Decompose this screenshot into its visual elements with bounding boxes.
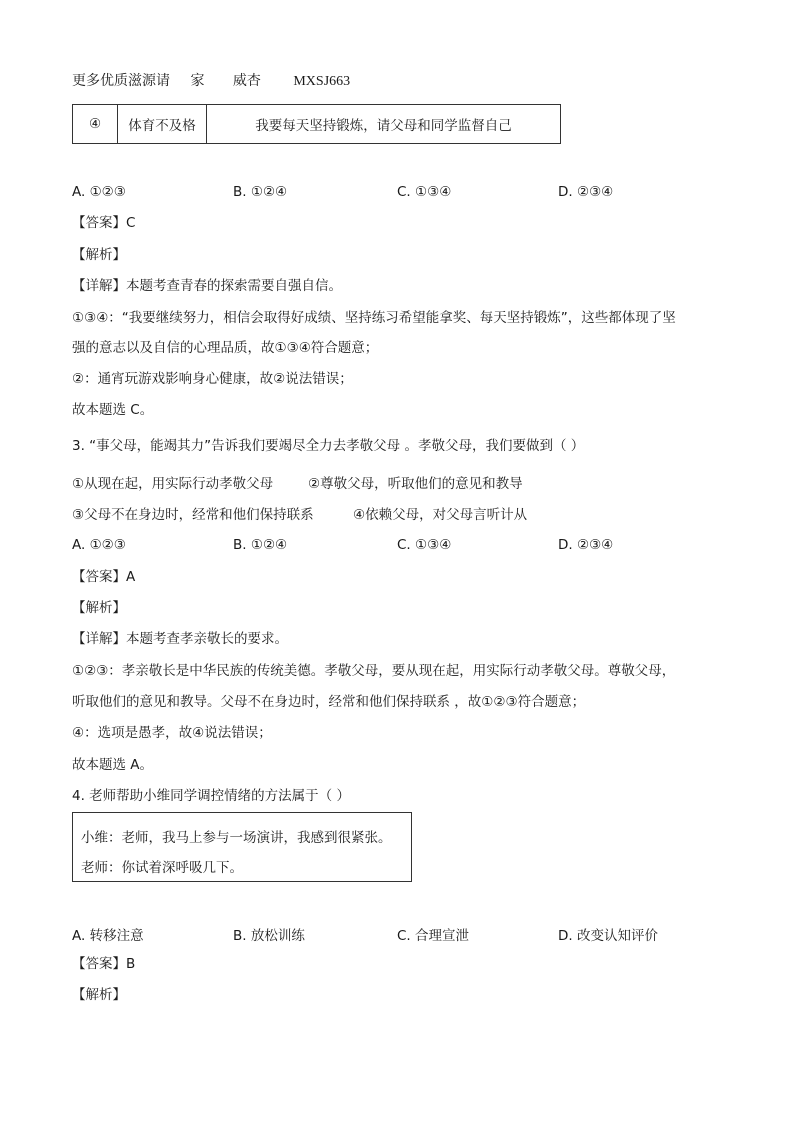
q3-paragraph-1a: ①②③：孝亲敬长是中华民族的传统美德。孝敬父母，要从现在起，用实际行动孝敬父母。尊敬父母， xyxy=(72,663,676,679)
q2-detail: 【详解】本题考查青春的探索需要自强自信。 xyxy=(72,278,342,294)
q2-option-c[interactable]: C. ①③④ xyxy=(397,184,452,200)
q3-statement-3: ③父母不在身边时，经常和他们保持联系 xyxy=(72,507,314,523)
q3-option-c[interactable]: C. ①③④ xyxy=(397,537,452,553)
dialogue-line-2: 老师：你试着深呼吸几下。 xyxy=(81,860,243,876)
table-cell-item: 体育不及格 xyxy=(118,105,207,144)
q4-analysis-label: 【解析】 xyxy=(72,987,126,1003)
q4-options xyxy=(72,924,712,942)
q3-option-b[interactable]: B. ①②④ xyxy=(233,537,288,553)
table-cell-plan: 我要每天坚持锻炼，请父母和同学监督自己 xyxy=(207,105,561,144)
q3-option-d[interactable]: D. ②③④ xyxy=(558,537,614,553)
q3-statement-4: ④依赖父母，对父母言听计从 xyxy=(353,507,528,523)
q3-options xyxy=(72,537,712,555)
header-text-2: 家 xyxy=(190,73,205,89)
header-code: MXSJ663 xyxy=(293,74,351,89)
q2-options xyxy=(72,184,712,202)
q4-option-d[interactable]: D. 改变认知评价 xyxy=(558,928,658,944)
table-row xyxy=(73,105,561,144)
q3-statements-row-1 xyxy=(72,475,523,493)
page-header xyxy=(72,72,360,91)
q3-conclusion: 故本题选 A。 xyxy=(72,757,154,773)
q2-option-b[interactable]: B. ①②④ xyxy=(233,184,288,200)
q3-stem: 3. “事父母，能竭其力”告诉我们要竭尽全力去孝敬父母 。孝敬父母，我们要做到（ ） xyxy=(72,438,585,454)
q3-statement-2: ②尊敬父母，听取他们的意见和教导 xyxy=(308,476,523,492)
q3-paragraph-1b: 听取他们的意见和教导。父母不在身边时，经常和他们保持联系 ，故①②③符合题意； xyxy=(72,694,586,710)
plan-table xyxy=(72,104,561,144)
q2-analysis-label: 【解析】 xyxy=(72,247,126,263)
q3-statement-1: ①从现在起，用实际行动孝敬父母 xyxy=(72,476,274,492)
q2-paragraph-2: ②：通宵玩游戏影响身心健康，故②说法错误； xyxy=(72,371,353,387)
q3-statements-row-2 xyxy=(72,506,528,524)
q3-paragraph-2: ④：选项是愚孝，故④说法错误； xyxy=(72,725,272,741)
q2-option-d[interactable]: D. ②③④ xyxy=(558,184,614,200)
q4-option-c[interactable]: C. 合理宣泄 xyxy=(397,928,470,944)
q4-answer: 【答案】B xyxy=(72,956,136,972)
q2-answer: 【答案】C xyxy=(72,215,136,231)
q2-option-a[interactable]: A. ①②③ xyxy=(72,184,126,200)
q4-option-b[interactable]: B. 放松训练 xyxy=(233,928,305,944)
q4-stem: 4. 老师帮助小维同学调控情绪的方法属于（ ） xyxy=(72,788,350,804)
q3-answer: 【答案】A xyxy=(72,569,136,585)
q2-paragraph-1b: 强的意志以及自信的心理品质，故①③④符合题意； xyxy=(72,340,379,356)
dialogue-box xyxy=(72,812,412,882)
header-text-1: 更多优质滋源请 xyxy=(72,73,170,89)
q4-option-a[interactable]: A. 转移注意 xyxy=(72,928,144,944)
dialogue-line-1: 小维：老师，我马上参与一场演讲，我感到很紧张。 xyxy=(81,830,392,846)
q3-option-a[interactable]: A. ①②③ xyxy=(72,537,126,553)
q3-analysis-label: 【解析】 xyxy=(72,600,126,616)
table-cell-num: ④ xyxy=(73,105,118,144)
header-text-3: 威杏 xyxy=(232,73,261,89)
q3-detail: 【详解】本题考查孝亲敬长的要求。 xyxy=(72,631,288,647)
q2-paragraph-1a: ①③④：“我要继续努力，相信会取得好成绩、坚持练习希望能拿奖、每天坚持锻炼”，这些都体现了坚 xyxy=(72,310,676,326)
q2-conclusion: 故本题选 C。 xyxy=(72,402,154,418)
